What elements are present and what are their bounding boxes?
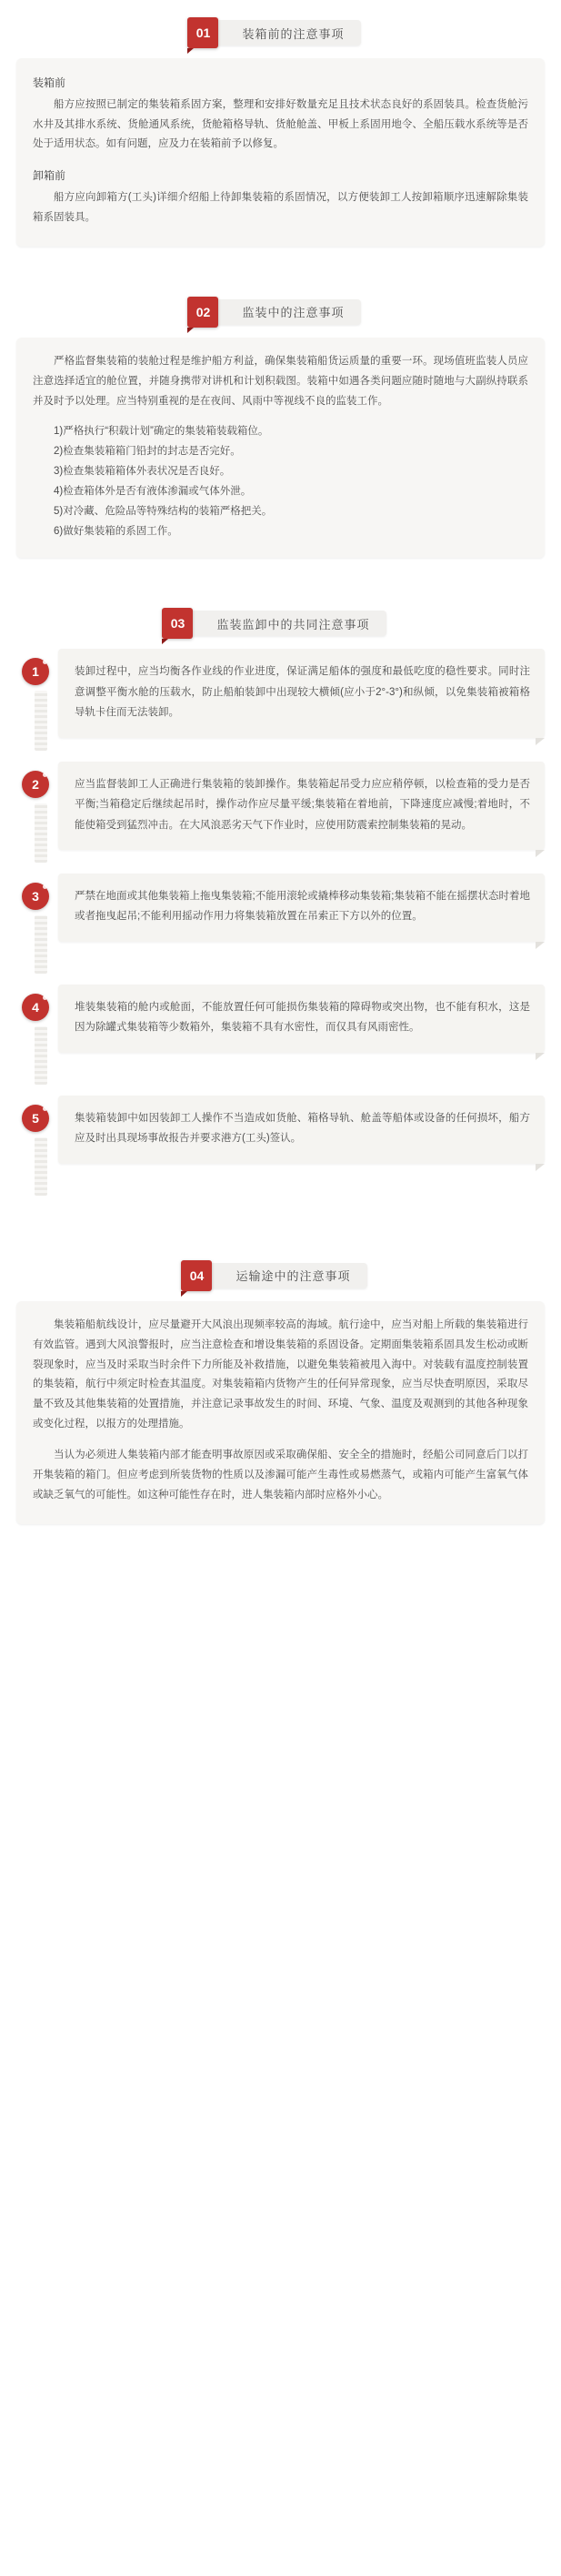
block-number: 4 xyxy=(32,999,39,1015)
decorative-stripe xyxy=(35,1137,47,1196)
numbered-block xyxy=(16,649,545,737)
paragraph-transit-2: 当认为必须进人集装箱内部才能查明事故原因或采取确保船、安全全的措施时，经船公司同意后门以打开集装箱的箱门。但应考虑到所装货物的性质以及渗漏可能产生毒性或易燃蒸气，或箱内可能产生富氧气体或缺乏氧气的可能性。如这种可能性存在时，进人集装箱内部时应格外小心。 xyxy=(33,1450,528,1500)
highlight-dot-icon xyxy=(43,995,47,1000)
list-item: 5)对冷藏、危险品等特殊结构的装箱严格把关。 xyxy=(54,505,273,517)
section-header-bar xyxy=(195,20,360,45)
highlight-dot-icon xyxy=(43,773,47,777)
section-header-04 xyxy=(0,1263,561,1288)
section-number-badge: 03 xyxy=(162,608,193,639)
section-title: 运输途中的注意事项 xyxy=(235,1269,351,1284)
section-title: 装箱前的注意事项 xyxy=(242,26,345,41)
block-number: 2 xyxy=(32,776,39,792)
list-item: 3)检查集装箱箱体外表状况是否良好。 xyxy=(54,466,231,478)
section-header-bar xyxy=(195,299,360,325)
subheading-before-unloading: 卸箱前 xyxy=(33,169,66,183)
section-number-badge: 01 xyxy=(187,17,218,48)
numbered-block xyxy=(16,762,545,850)
paragraph-before-unloading: 船方应向卸箱方(工头)详细介绍船上待卸集装箱的系固情况，以方便装卸工人按卸箱顺序迅速解除集装箱系固装具。 xyxy=(33,192,528,223)
section-header-02 xyxy=(0,299,561,325)
block-text: 集装箱装卸中如因装卸工人操作不当造成如货舱、箱格导轨、舱盖等船体或设备的任何损坏，船方应及时出具现场事故报告并要求港方(工头)签认。 xyxy=(58,1096,545,1164)
block-text: 严禁在地面或其他集装箱上拖曳集装箱;不能用滚轮或撬棒移动集装箱;集装箱不能在摇摆状态时着地或者拖曳起吊;不能利用摇动作用力将集装箱放置在吊索正下方以外的位置。 xyxy=(58,874,545,942)
paragraph-supervision-intro: 严格监督集装箱的装舱过程是维护船方利益，确保集装箱船货运质量的重要一环。现场值班监装人员应注意选择适宜的舱位置，并随身携带对讲机和计划积载图。装箱中如遇各类问题应随时随地与大副纵持联系并及时予以处理。应当特别重视的是在夜间、风雨中等视线不良的监装工作。 xyxy=(33,355,528,407)
list-item: 4)检查箱体外是否有液体渗漏或气体外泄。 xyxy=(54,485,252,497)
section-header-01 xyxy=(0,20,561,45)
block-number-circle xyxy=(22,883,49,910)
list-item: 2)检查集装箱箱门铅封的封志是否完好。 xyxy=(54,446,241,458)
section-03-blocks xyxy=(0,649,561,1183)
block-number: 5 xyxy=(32,1110,39,1126)
highlight-dot-icon xyxy=(43,884,47,889)
paragraph-transit-1: 集装箱船航线设计，应尽量避开大风浪出现频率较高的海域。航行途中，应当对船上所载的集装箱进行有效监管。遇到大风浪警报时，应当注意检查和增设集装箱的系固设备。定期面集装箱系固具发生松动或断裂现象时，应当及时采取当时余件下力所能及补救措施，以避免集装箱被甩入海中。对装载有温度控制装置的集装箱，航行中须定时检查其温度。对集装箱箱内货物产生的任何异常现象，应当尽快查明原因，采取尽量不致及其他集装箱的处置措施，并注意记录事故发生的时间、环境、气象、温度及观测到的其他各种现象或变化过程，以报方的处理措施。 xyxy=(33,1318,528,1430)
block-text: 装卸过程中，应当均衡各作业线的作业进度，保证满足船体的强度和最低吃度的稳性要求。同时注意调整平衡水舱的压载水，防止船舶装卸中出现较大横倾(应小于2°-3°)和纵倾，以免集装箱被箱格导轨卡住而无法装卸。 xyxy=(58,649,545,737)
supervision-checklist xyxy=(33,422,528,541)
highlight-dot-icon xyxy=(43,1106,47,1111)
block-number-circle xyxy=(22,994,49,1021)
section-title: 监装监卸中的共同注意事项 xyxy=(216,617,370,631)
section-number-badge: 02 xyxy=(187,297,218,328)
document-page xyxy=(0,20,561,1555)
block-number-circle xyxy=(22,658,49,685)
block-number: 1 xyxy=(32,664,39,680)
decorative-stripe xyxy=(35,1026,47,1085)
decorative-stripe xyxy=(35,803,47,863)
list-item: 6)做好集装箱的系固工作。 xyxy=(54,525,178,537)
section-02-card xyxy=(16,338,545,559)
block-number: 3 xyxy=(32,888,39,904)
list-item: 1)严格执行“积载计划”确定的集装箱装载箱位。 xyxy=(54,426,269,438)
decorative-stripe xyxy=(35,691,47,750)
section-header-bar xyxy=(170,611,386,636)
numbered-block xyxy=(16,874,545,961)
subheading-before-loading: 装箱前 xyxy=(33,76,66,89)
section-header-bar xyxy=(189,1263,366,1288)
section-title: 监装中的注意事项 xyxy=(242,306,345,320)
section-header-03 xyxy=(0,611,561,636)
decorative-stripe xyxy=(35,915,47,974)
section-04-card xyxy=(16,1301,545,1524)
block-number-circle xyxy=(22,771,49,798)
numbered-block xyxy=(16,985,545,1072)
highlight-dot-icon xyxy=(43,660,47,664)
section-01-card xyxy=(16,58,545,247)
block-number-circle xyxy=(22,1105,49,1132)
block-text: 堆装集装箱的舱内或舱面，不能放置任何可能损伤集装箱的障碍物或突出物，也不能有积水，这是因为除罐式集装箱等少数箱外，集装箱不具有水密性，而仅具有风雨密性。 xyxy=(58,985,545,1053)
numbered-block xyxy=(16,1096,545,1183)
section-number-badge: 04 xyxy=(181,1260,212,1291)
block-text: 应当监督装卸工人正确进行集装箱的装卸操作。集装箱起吊受力应应稍停顿，以检查箱的受力是否平衡;当箱稳定后继续起吊时，操作动作应尽量平缓;集装箱在着地前，下降速度应减慢;着地时，不能使箱受到猛烈冲击。在大风浪恶劣天气下作业时，应使用防震索控制集装箱的晃动。 xyxy=(58,762,545,850)
paragraph-before-loading: 船方应按照已制定的集装箱系固方案，整理和安排好数量充足且技术状态良好的系固装具。检查货舱污水井及其排水系统、货舱通风系统，货舱箱格导轨、货舱舱盖、甲板上系固用地令、全船压载水系统等是否处于适用状态。如有问题，应及力在装箱前予以修复。 xyxy=(33,98,528,150)
